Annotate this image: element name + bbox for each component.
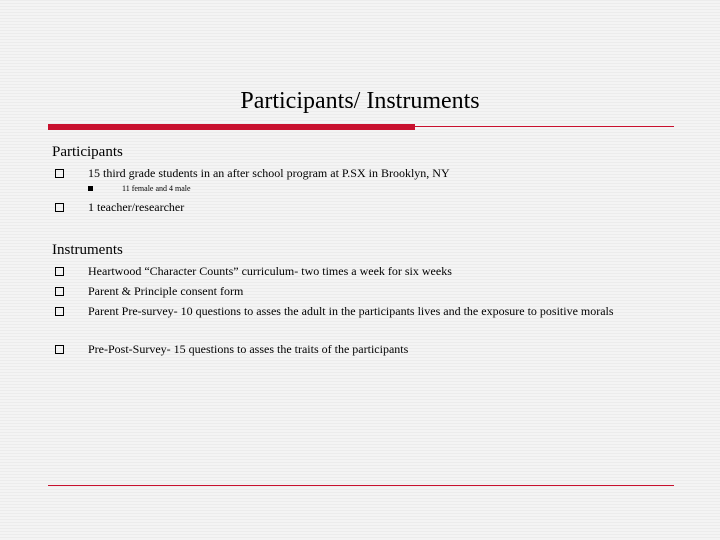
title-underline <box>48 122 674 130</box>
list-item: Parent Pre-survey- 10 questions to asses the adult in the participants lives and the exposure to positive morals <box>88 304 614 318</box>
hollow-square-bullet-icon <box>55 169 64 178</box>
section-heading-participants: Participants <box>52 144 123 160</box>
list-item: 15 third grade students in an after school program at P.SX in Brooklyn, NY <box>88 166 450 180</box>
slide-title: Participants/ Instruments <box>240 88 480 114</box>
hollow-square-bullet-icon <box>55 307 64 316</box>
list-item: Parent & Principle consent form <box>88 284 244 298</box>
footer-rule <box>48 485 674 486</box>
hollow-square-bullet-icon <box>55 267 64 276</box>
sub-list-item: 11 female and 4 male <box>122 184 191 193</box>
hollow-square-bullet-icon <box>55 287 64 296</box>
accent-line <box>415 126 674 127</box>
list-item: Pre-Post-Survey- 15 questions to asses the traits of the participants <box>88 342 409 356</box>
list-item: Heartwood “Character Counts” curriculum- two times a week for six weeks <box>88 264 452 278</box>
accent-bar <box>48 124 415 130</box>
filled-square-bullet-icon <box>88 186 93 191</box>
hollow-square-bullet-icon <box>55 345 64 354</box>
section-heading-instruments: Instruments <box>52 242 123 258</box>
list-item: 1 teacher/researcher <box>88 200 185 214</box>
hollow-square-bullet-icon <box>55 203 64 212</box>
